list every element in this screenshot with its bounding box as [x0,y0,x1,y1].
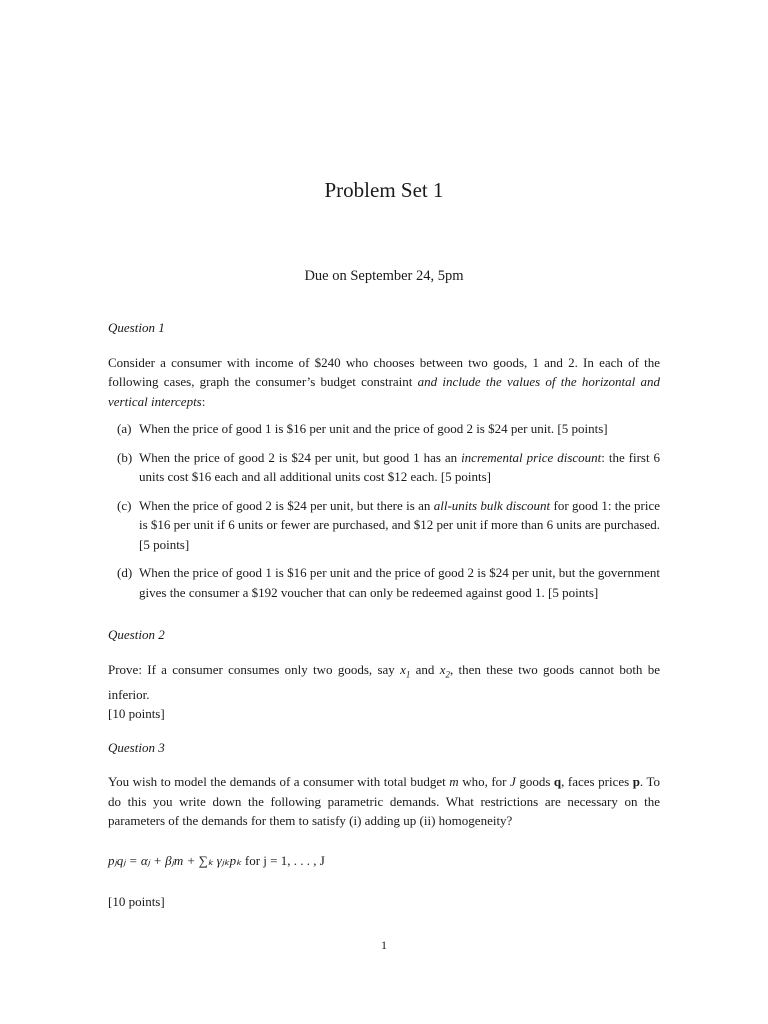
part-label: (c) [117,497,132,513]
part-text-end: for good 1: the price is $16 per unit if 6 units or fewer are purchased, and $12 per unit if more than 6 units are purchased. [5 points] [139,497,660,552]
part-text: When the price of good 2 is $24 per unit, but there is an [139,497,434,513]
math-p-bold: p [632,774,640,790]
q3-text: , faces prices [561,774,633,790]
math-x1 [400,661,411,680]
q2-and: and [410,661,440,677]
part-d [108,563,660,602]
math-J: J [510,774,516,790]
math-m: m [449,774,459,790]
equation-suffix: for j = 1, . . . , J [241,852,325,868]
part-text: When the price of good 1 is $16 per unit and the price of good 2 is $24 per unit. [5 points] [139,421,608,436]
math-sub: 1 [405,669,411,680]
math-q-bold: q [553,774,562,790]
document-body [108,318,660,912]
question-1-heading: Question 1 [108,320,165,335]
question-1-intro [108,353,660,412]
q1-intro-end: : [201,393,206,409]
page-number: 1 [381,938,387,952]
q1-intro-text: Consider a consumer with income of $240 who chooses between two goods, 1 and 2. In each of the following cases, graph the consumer’s budget constraint [108,354,660,389]
math-sub: 2 [445,669,450,680]
page-title: Problem Set 1 [324,178,444,202]
q2-text-end: , then these two goods cannot both be inferior. [108,661,660,702]
question-3-text [108,772,660,831]
part-text: When the price of good 1 is $16 per unit and the price of good 2 is $24 per unit, but the government gives the consumer a $192 voucher that can only be redeemed against good 1. [5 points] [139,565,660,600]
math-x2 [439,661,450,680]
question-3-heading: Question 3 [108,739,165,755]
part-label: (b) [117,449,133,465]
math-var: x [439,661,446,677]
q3-text: . To do this you write down the following parametric demands. What restrictions are necessary on the parameters of the demands for them to satisfy (i) adding up (ii) homogeneity? [108,774,660,829]
q3-text: who, for [458,774,511,790]
question-2-points: [10 points] [108,706,165,722]
part-a [108,419,660,439]
q3-text: goods [515,774,554,790]
equation-body: pⱼqⱼ = αⱼ + βⱼm + ∑ₖ γⱼₖpₖ [108,852,242,868]
part-c [108,496,660,555]
question-2-heading: Question 2 [108,627,165,642]
q3-text: You wish to model the demands of a consumer with total budget [108,774,450,790]
part-label: (a) [117,421,132,436]
part-text-end: : the first 6 units cost $16 each and all additional units cost $12 each. [5 points] [139,449,661,484]
question-2-text [108,660,660,705]
question-1-parts [108,419,660,602]
due-date: Due on September 24, 5pm [304,268,464,284]
question-3-points: [10 points] [108,894,165,910]
q2-text: Prove: If a consumer consumes only two goods, say [108,661,401,677]
part-emphasis: all-units bulk discount [433,497,551,513]
demand-equation [108,851,660,871]
part-emphasis: incremental price discount [461,449,602,465]
part-b [108,448,660,487]
q1-intro-emphasis: and include the values of the horizontal and vertical intercepts [108,374,660,409]
part-label: (d) [117,565,133,580]
part-text: When the price of good 2 is $24 per unit, but good 1 has an [139,449,462,465]
math-var: x [400,661,406,677]
